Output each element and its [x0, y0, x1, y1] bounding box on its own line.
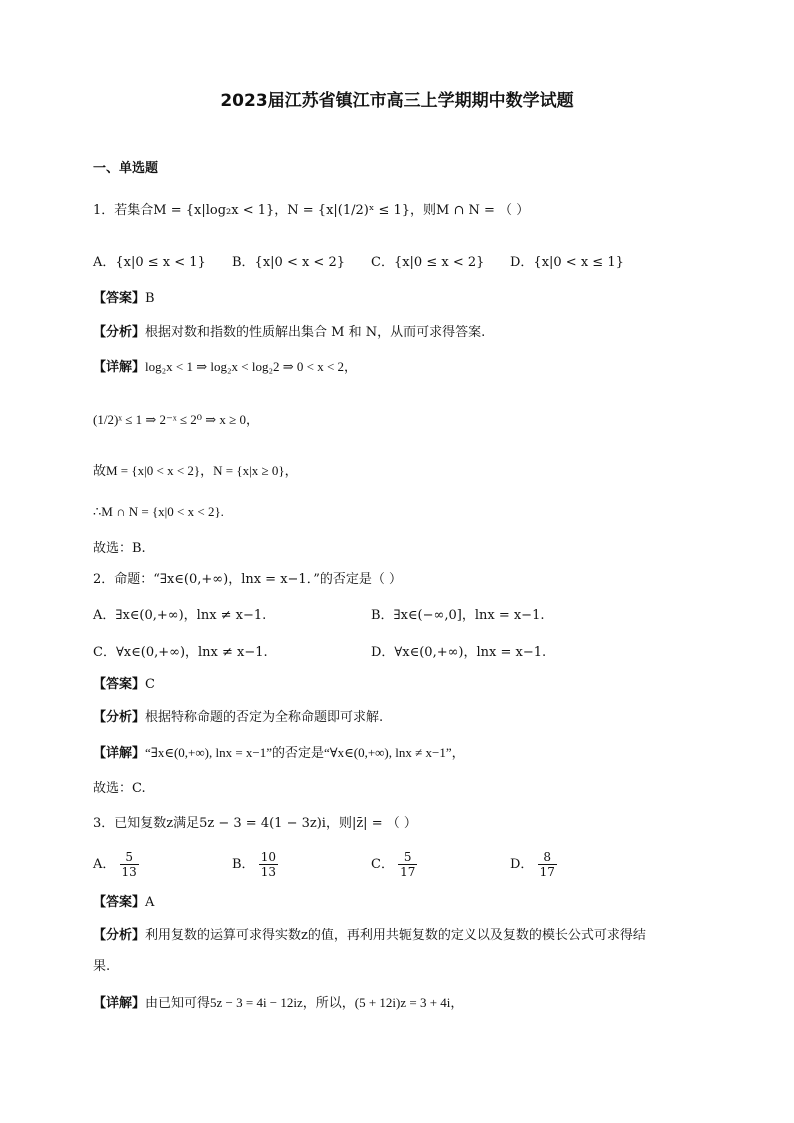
q1-detail-2: (1/2)ˣ ≤ 1 ⇒ 2⁻ˣ ≤ 2⁰ ⇒ x ≥ 0， — [93, 412, 260, 427]
q1-detail-1 — [93, 358, 357, 377]
q2-stem: 2．命题：“∃x∈(0,+∞)，lnx = x−1．”的否定是（ ） — [93, 572, 402, 587]
q3-option-b — [232, 850, 278, 879]
q2-option-a: A．∃x∈(0,+∞)，lnx ≠ x−1. — [93, 608, 267, 623]
q3-stem: 3．已知复数z满足5z − 3 = 4(1 − 3z)i，则|z̄| = （ ） — [93, 816, 417, 831]
analysis-text: 根据特称命题的否定为全称命题即可求解. — [145, 710, 384, 725]
page-title: 2023届江苏省镇江市高三上学期期中数学试题 — [220, 91, 574, 111]
fraction — [538, 850, 557, 879]
answer-tag: 【答案】 — [93, 291, 146, 306]
q1-option-b: B．{x|0 < x < 2} — [232, 255, 345, 270]
q3-analysis-2: 果. — [93, 959, 111, 974]
q2-option-c: C．∀x∈(0,+∞)，lnx ≠ x−1. — [93, 645, 268, 660]
numerator: 8 — [538, 850, 557, 865]
q3-detail — [93, 994, 463, 1013]
option-label: A． — [93, 857, 116, 872]
detail-tag: 【详解】 — [93, 746, 146, 761]
denominator: 17 — [539, 865, 555, 879]
option-label: B． — [232, 857, 255, 872]
q3-option-a — [93, 850, 139, 879]
q3-option-d — [510, 850, 557, 879]
section-heading: 一、单选题 — [93, 161, 159, 176]
option-label: C． — [371, 857, 394, 872]
q3-option-c — [371, 850, 417, 879]
q1-option-a: A．{x|0 ≤ x < 1} — [93, 255, 206, 270]
answer-tag: 【答案】 — [93, 895, 146, 910]
answer-value: B — [145, 291, 155, 306]
detail-tag: 【详解】 — [93, 996, 146, 1011]
detail-text: “∃x∈(0,+∞), lnx = x−1”的否定是“∀x∈(0,+∞), lnx ≠ x−1”， — [145, 745, 465, 760]
denominator: 13 — [260, 865, 276, 879]
fraction — [398, 850, 417, 879]
answer-value: C — [145, 677, 155, 692]
analysis-tag: 【分析】 — [93, 325, 146, 340]
analysis-tag: 【分析】 — [93, 710, 146, 725]
q3-analysis-1 — [93, 927, 646, 945]
detail-tag: 【详解】 — [93, 360, 146, 375]
q2-option-d: D．∀x∈(0,+∞)，lnx = x−1. — [371, 645, 547, 660]
q3-answer — [93, 894, 154, 912]
numerator: 5 — [120, 850, 139, 865]
answer-value: A — [145, 895, 155, 910]
q2-detail — [93, 744, 465, 763]
q2-conclusion: 故选：C. — [93, 781, 146, 796]
analysis-tag: 【分析】 — [93, 928, 146, 943]
analysis-text: 根据对数和指数的性质解出集合 M 和 N，从而可求得答案. — [145, 325, 486, 340]
q2-answer — [93, 676, 155, 694]
detail-text: log₂x < 1 ⇒ log₂x < log₂2 ⇒ 0 < x < 2， — [145, 359, 358, 374]
q1-detail-4: ∴M ∩ N = {x|0 < x < 2}. — [93, 504, 224, 519]
detail-text: 由已知可得5z − 3 = 4i − 12iz，所以，(5 + 12i)z = 3 + 4i， — [145, 995, 464, 1010]
numerator: 10 — [260, 850, 276, 864]
denominator: 13 — [121, 865, 137, 879]
answer-tag: 【答案】 — [93, 677, 146, 692]
denominator: 17 — [400, 865, 416, 879]
fraction — [259, 850, 278, 879]
q1-conclusion: 故选：B. — [93, 541, 146, 556]
q1-analysis — [93, 324, 485, 342]
q1-detail-3: 故M = {x|0 < x < 2}，N = {x|x ≥ 0}， — [93, 463, 298, 478]
fraction — [120, 850, 139, 879]
q2-analysis — [93, 709, 383, 727]
q2-option-b: B．∃x∈(−∞,0]，lnx = x−1. — [371, 608, 545, 623]
option-label: D． — [510, 857, 534, 872]
q1-answer — [93, 290, 155, 308]
q1-stem: 1．若集合M = {x|log₂x < 1}，N = {x|(1/2)ˣ ≤ 1}，则M ∩ N = （ ） — [93, 203, 530, 218]
numerator: 5 — [398, 850, 417, 865]
q1-option-d: D．{x|0 < x ≤ 1} — [510, 255, 624, 270]
analysis-text: 利用复数的运算可求得实数z的值，再利用共轭复数的定义以及复数的模长公式可求得结 — [145, 928, 646, 943]
q1-option-c: C．{x|0 ≤ x < 2} — [371, 255, 485, 270]
